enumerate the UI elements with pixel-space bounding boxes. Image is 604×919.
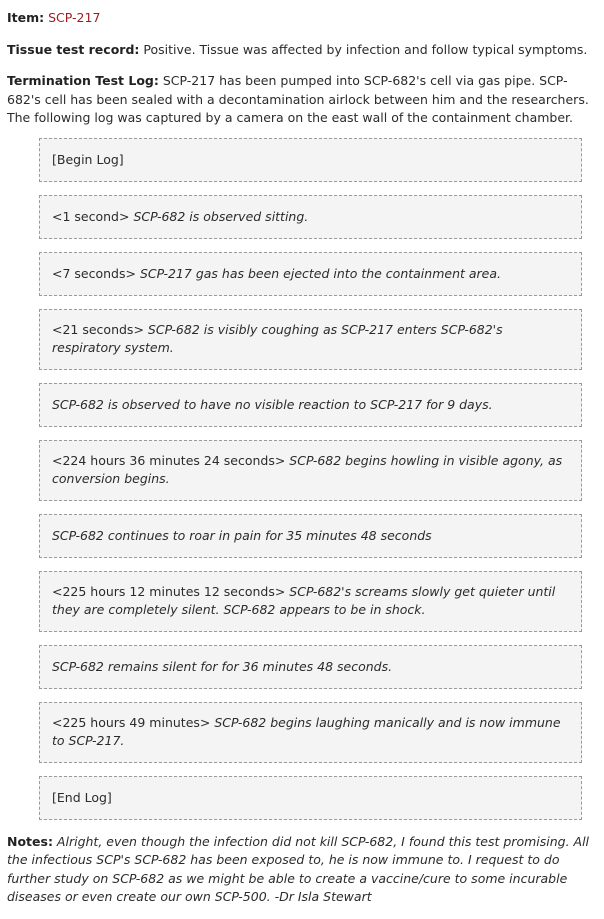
item-line [7,9,597,28]
log-entry [39,776,582,820]
log-entry [39,440,582,501]
tissue-test-record [7,41,597,60]
log-entry [39,514,582,558]
log-entry-text: SCP-682 is visibly coughing as SCP-217 enters SCP-682's respiratory system. [52,321,503,355]
item-label: Item: [7,10,45,25]
log-entry [39,702,582,763]
log-entry-text: SCP-682 is observed sitting. [133,208,309,224]
log-entry-timestamp: <225 hours 12 minutes 12 seconds> [52,583,290,599]
log-entry [39,195,582,239]
log-list [39,138,582,820]
log-entry [39,309,582,370]
notes-label: Notes: [7,833,53,849]
log-entry-timestamp: <225 hours 49 minutes> [52,714,215,730]
tissue-label: Tissue test record: [7,41,140,57]
log-entry-text: SCP-217 gas has been ejected into the containment area. [139,265,501,281]
log-entry-timestamp: <1 second> [52,208,134,224]
termination-label: Termination Test Log: [7,73,159,88]
log-entry-timestamp: <7 seconds> [52,265,140,281]
termination-test-log [7,72,597,128]
tissue-text: Positive. Tissue was affected by infection and follow typical symptoms. [139,41,588,57]
notes-text: Alright, even though the infection did not kill SCP-682, I found this test promising. All the infectious SCP's SCP-682 has been exposed to, he is now immune to. I request to do further study on SCP-682 as we might be able to create a vaccine/cure to some incurable diseases or even create our own SCP-500. -Dr Isla Stewart [7,833,590,904]
log-entry [39,383,582,427]
notes [7,833,597,907]
log-entry-text: SCP-682 is observed to have no visible reaction to SCP-217 for 9 days. [52,396,493,412]
log-entry-text: SCP-682's screams slowly get quieter until they are completely silent. SCP-682 appears to be in shock. [52,583,556,617]
item-link[interactable]: SCP-217 [48,10,101,25]
log-entry-text: SCP-682 begins laughing manically and is now immune to SCP-217. [52,714,561,748]
log-entry-timestamp: <224 hours 36 minutes 24 seconds> [52,452,290,468]
log-entry [39,645,582,689]
log-entry-text: [End Log] [52,789,112,805]
termination-text: SCP-217 has been pumped into SCP-682's cell via gas pipe. SCP-682's cell has been sealed with a decontamination airlock between him and the researchers. The following log was captured by a camera on the east wall of the containment chamber. [7,73,589,125]
log-entry [39,138,582,182]
log-entry-text: SCP-682 remains silent for for 36 minutes 48 seconds. [52,658,393,674]
log-entry-text: SCP-682 begins howling in visible agony, as conversion begins. [52,452,563,486]
log-entry-text: [Begin Log] [52,151,124,167]
log-entry-timestamp: <21 seconds> [52,321,148,337]
log-entry [39,252,582,296]
log-entry [39,571,582,632]
log-entry-text: SCP-682 continues to roar in pain for 35 minutes 48 seconds [52,527,432,543]
